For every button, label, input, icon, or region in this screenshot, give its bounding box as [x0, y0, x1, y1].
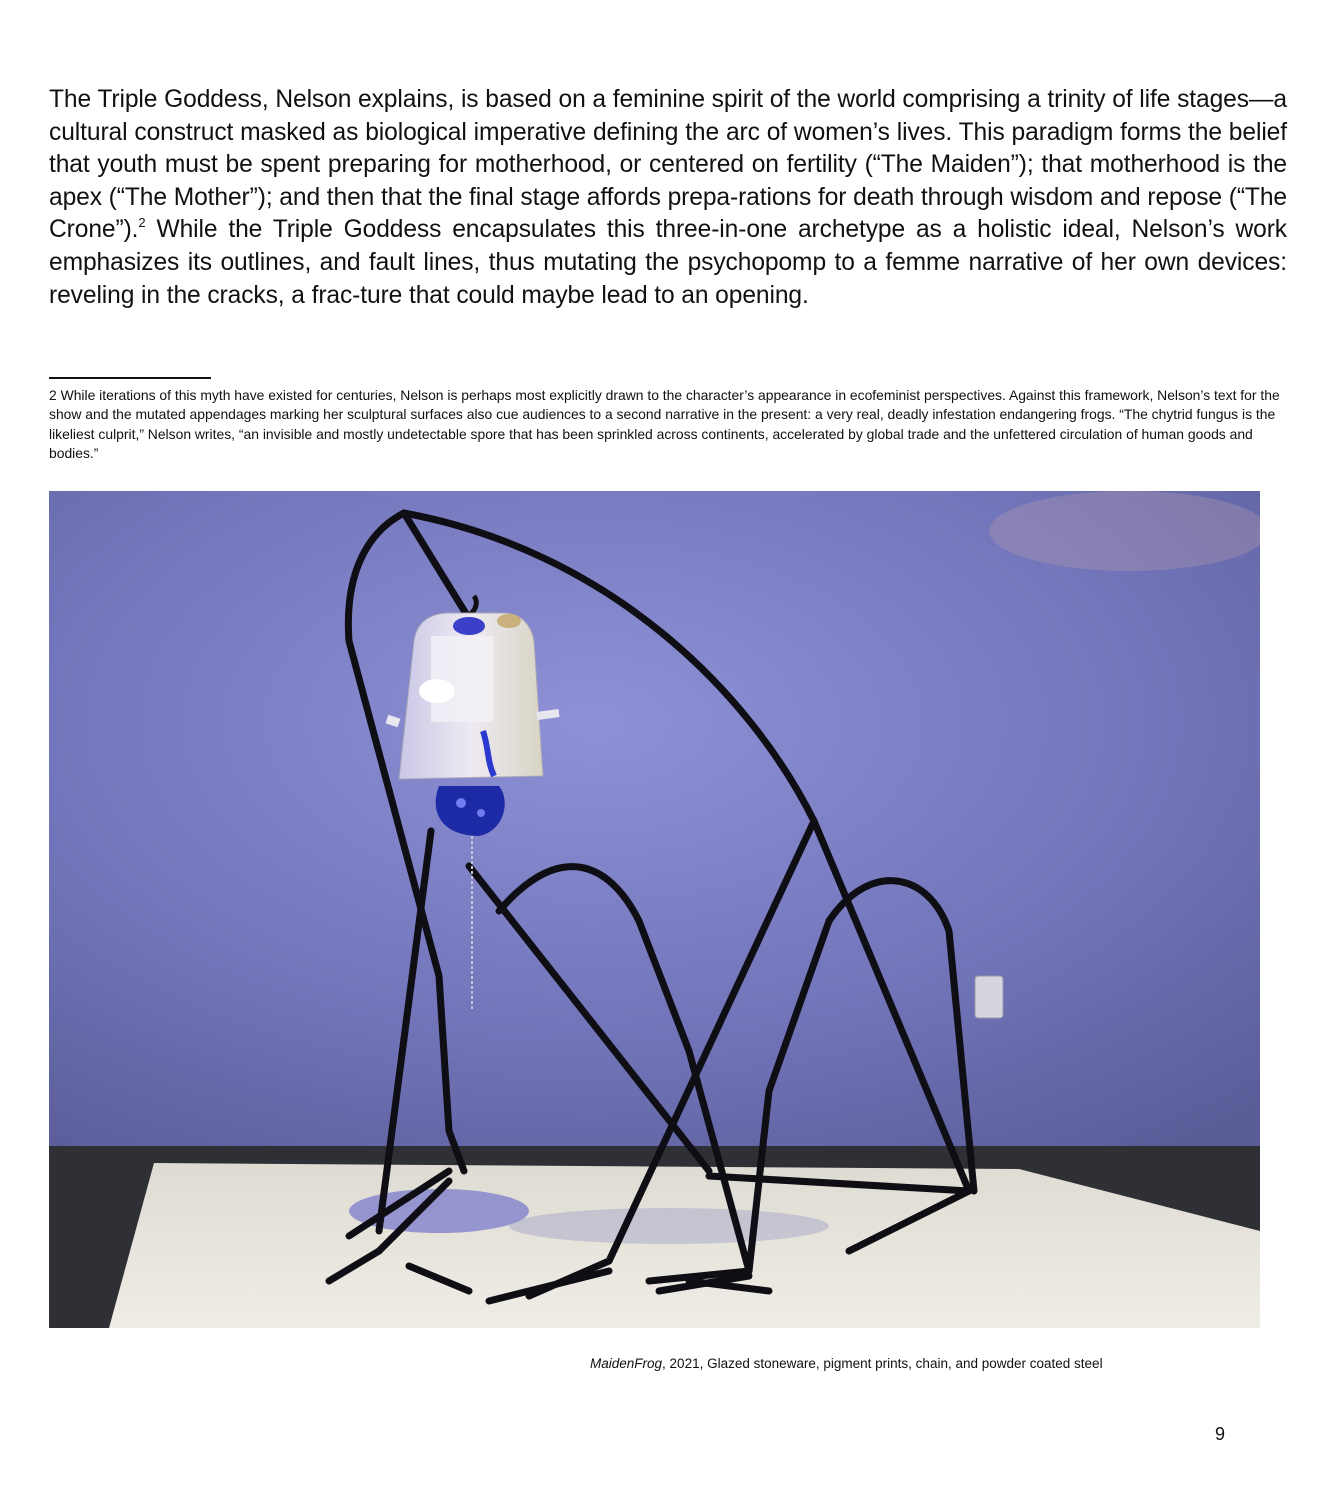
artwork-image — [49, 491, 1260, 1328]
wall-outlet — [975, 976, 1003, 1018]
figure-caption — [590, 1355, 1230, 1373]
footnote-text: 2 While iterations of this myth have existed for centuries, Nelson is perhaps most explicitly drawn to the character’s appearance in ecofeminist perspectives. Against this framework, Nelson’s text for the show and the mutated appendages marking her sculptural surfaces also cue audiences to a second narrative in the present: a very real, deadly infestation endangering frogs. “The chytrid fungus is the likeliest culprit,” Nelson writes, “an invisible and mostly undetectable spore that has been sprinkled across continents, accelerated by global trade and the unfettered circulation of human goods and bodies.” — [49, 387, 1280, 461]
caption-details: , 2021, Glazed stoneware, pigment prints, chain, and powder coated steel — [662, 1356, 1103, 1371]
body-paragraph — [49, 84, 1287, 312]
artwork-photo — [49, 491, 1260, 1328]
page-number: 9 — [1214, 1424, 1225, 1444]
footnote-reference[interactable]: 2 — [138, 215, 146, 231]
wall — [49, 491, 1260, 1151]
footnote-divider — [49, 377, 211, 379]
caption-title: MaidenFrog — [590, 1356, 663, 1371]
body-paragraph-part1: The Triple Goddess, Nelson explains, is based on a feminine spirit of the world comprising a trinity of life stages—a cultural construct masked as biological imperative defining the arc of women’s lives. This paradigm forms the belief that youth must be spent preparing for motherhood, or centered on fertility (“The Maiden”); that motherhood is the apex (“The Mother”); and then that the final stage affords prepa-rations for death through wisdom and repose (“The Crone”). — [49, 86, 1287, 244]
plinth — [109, 1163, 1260, 1328]
body-paragraph-part2: While the Triple Goddess encapsulates this three-in-one archetype as a holistic ideal, Nelson’s work emphasizes its outlines, and fault lines, thus mutating the psychopomp to a femme narrative of her own devices: reveling in the cracks, a frac-ture that could maybe lead to an opening. — [49, 216, 1287, 309]
